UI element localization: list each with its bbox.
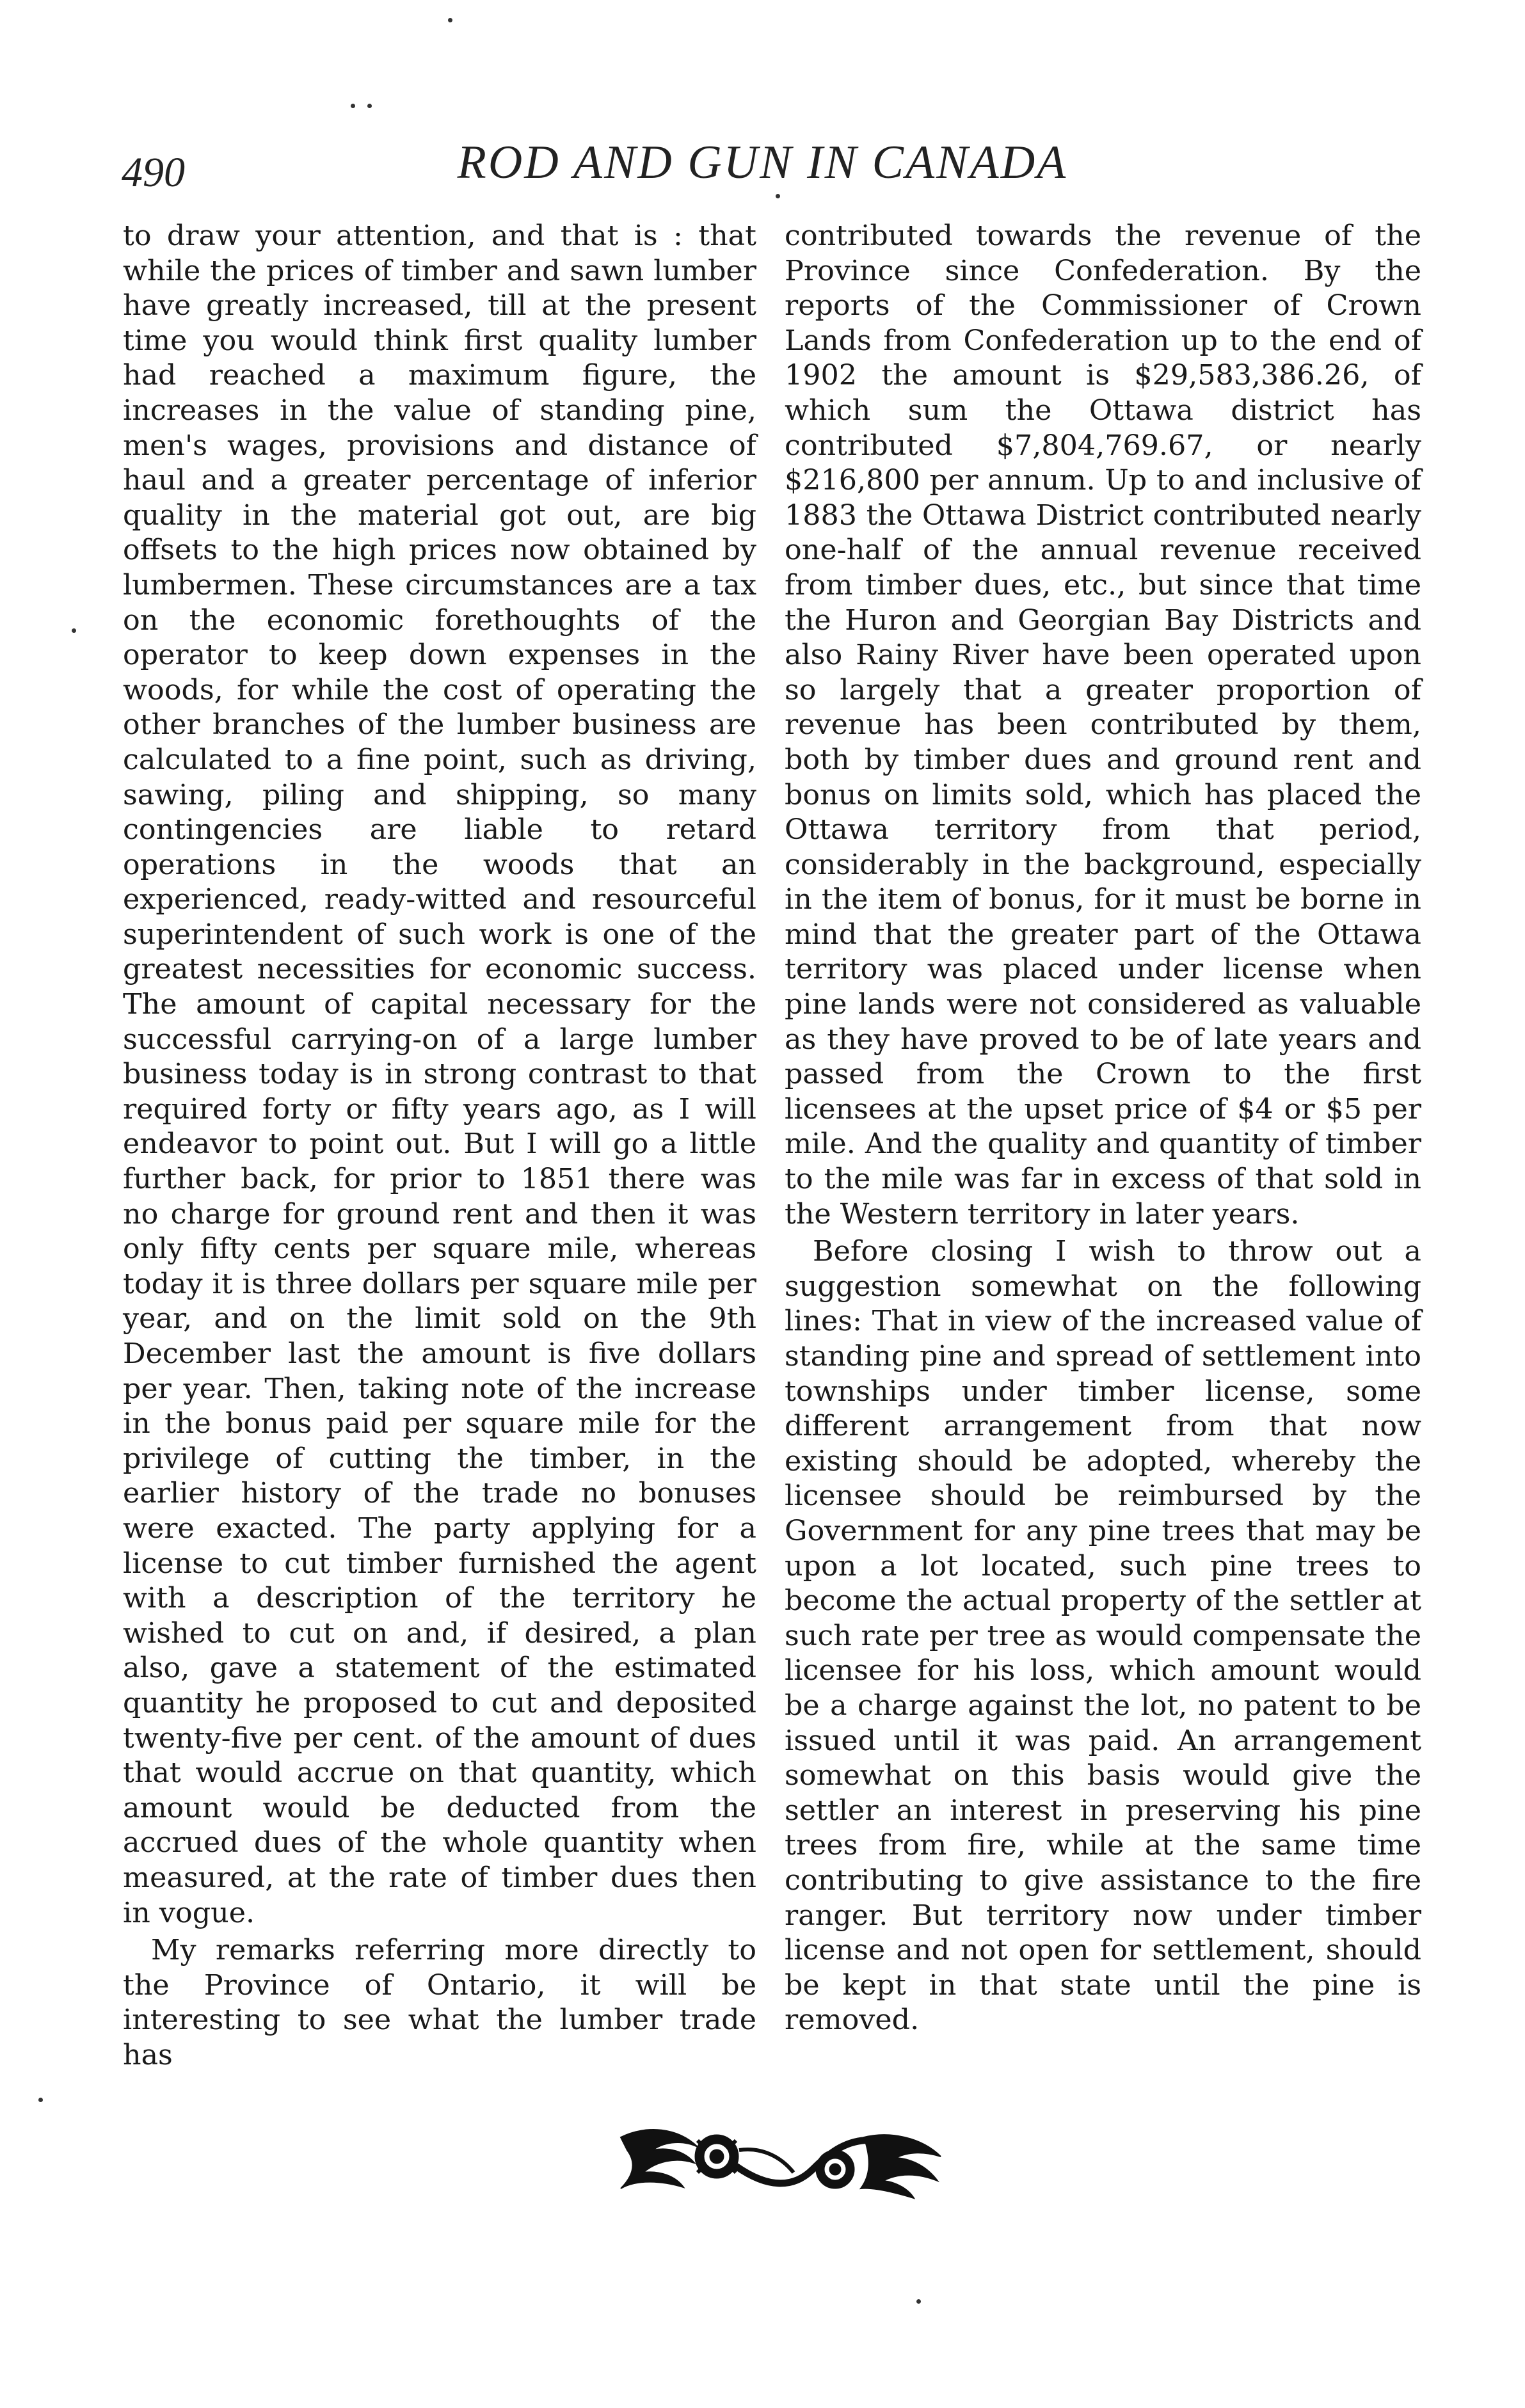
speck: [72, 628, 76, 633]
right-paragraph-1: contributed towards the revenue of the Province since Confederation. By the reports of the Commissioner of Crown Lands from Confederation up to the end of 1902 the amount is $29,583,386.26, of which sum the Ottawa district has contributed $7,804,769.67, or nearly $216,800 per annum. Up to and inclusive of 1883 the Ottawa District contributed nearly one-half of the annual revenue received from timber dues, etc., but since that time the Huron and Georgian Bay Districts and also Rainy River have been operated upon so largely that a greater proportion of revenue has been contributed by them, both by timber dues and ground rent and bonus on limits sold, which has placed the Ottawa territory from that period, considerably in the background, especially in the item of bonus, for it must be borne in mind that the greater part of the Ottawa territory was placed under license when pine lands were not considered as valuable as they have proved to be of late years and passed from the Crown to the first licensees at the upset price of $4 or $5 per mile. And the quality and quantity of timber to the mile was far in excess of that sold in the Western territory in later years.: [785, 219, 1421, 1231]
speck: [351, 104, 355, 108]
speck: [367, 104, 372, 108]
speck: [916, 2299, 921, 2304]
running-head: ROD AND GUN IN CANADA: [457, 136, 1068, 189]
right-paragraph-2: Before closing I wish to throw out a suggestion somewhat on the following lines: That in view of the increased value of standing pine and spread of settlement into townships under timber license, some different arrangement from that now existing should be adopted, whereby the licensee should be reimbursed by the Government for any pine trees that may be upon a lot located, such pine trees to become the actual property of the settler at such rate per tree as would compensate the licensee for his loss, which amount would be a charge against the lot, no patent to be issued until it was paid. An arrangement somewhat on this basis would give the settler an interest in preserving his pine trees from fire, while at the same time contributing to give assistance to the fire ranger. But territory now under timber license and not open for settlement, should be kept in that state until the pine is removed.: [785, 1235, 1421, 2037]
left-column: [123, 219, 756, 2073]
speck: [38, 2098, 43, 2102]
speck: [776, 194, 780, 198]
left-paragraph-2: My remarks referring more directly to the Province of Ontario, it will be interesting to see what the lumber trade has: [123, 1934, 756, 2071]
page-number: 490: [122, 149, 185, 196]
left-paragraph-1: to draw your attention, and that is : that while the prices of timber and sawn lumber have greatly increased, till at the present time you would think first quality lumber had reached a maximum figure, the increases in the value of standing pine, men's wages, provisions and distance of haul and a greater percentage of inferior quality in the material got out, are big offsets to the high prices now obtained by lumbermen. These circumstances are a tax on the economic forethoughts of the operator to keep down expenses in the woods, for while the cost of operating the other branches of the lumber business are calculated to a fine point, such as driving, sawing, piling and shipping, so many contingencies are liable to retard operations in the woods that an experienced, ready-witted and resourceful superintendent of such work is one of the greatest necessities for economic success. The amount of capital necessary for the successful carrying-on of a large lumber business today is in strong contrast to that required forty or fifty years ago, as I will endeavor to point out. But I will go a little further back, for prior to 1851 there was no charge for ground rent and then it was only fifty cents per square mile, whereas today it is three dollars per square mile per year, and on the limit sold on the 9th December last the amount is five dollars per year. Then, taking note of the increase in the bonus paid per square mile for the privilege of cutting the timber, in the earlier history of the trade no bonuses were exacted. The party applying for a license to cut timber furnished the agent with a description of the territory he wished to cut on and, if desired, a plan also, gave a statement of the estimated quantity he proposed to cut and deposited twenty-five per cent. of the amount of dues that would accrue on that quantity, which amount would be deducted from the accrued dues of the whole quantity when measured, at the rate of timber dues then in vogue.: [123, 219, 756, 1929]
speck: [448, 18, 452, 22]
floral-tailpiece-ornament-icon: [608, 2112, 954, 2201]
right-column: [785, 219, 1421, 2038]
